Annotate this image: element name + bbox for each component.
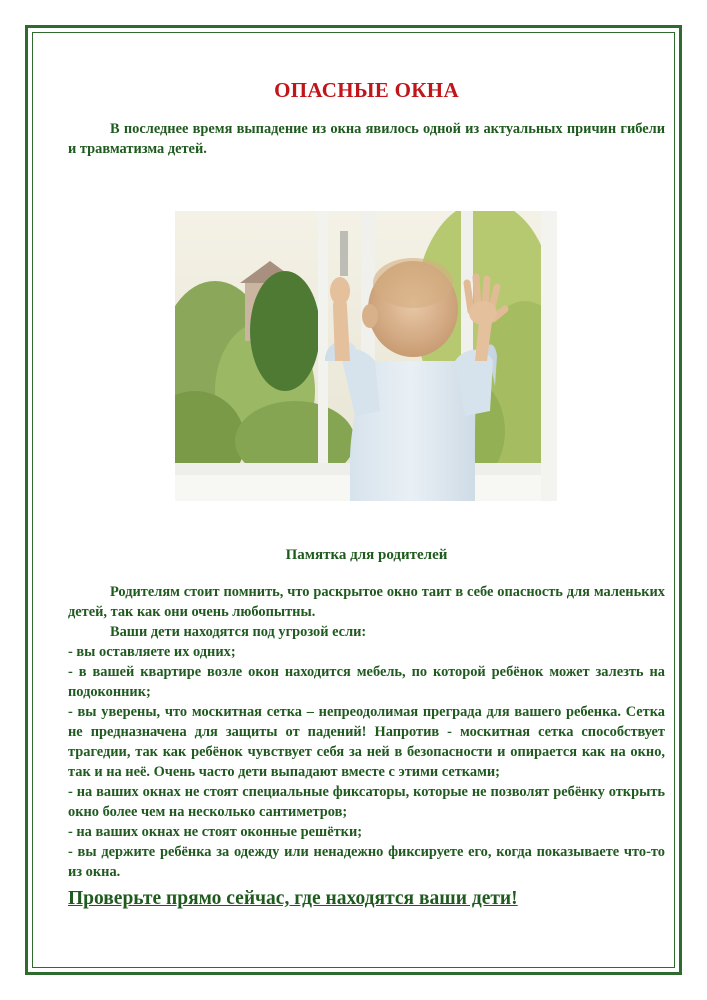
list-item: - вы уверены, что москитная сетка – непреодолимая преграда для вашего ребенка. Сетка не предназначена для защиты от падений! Напротив - москитная сетка способствует трагедии, так как ребёнок чувствует себя за ней в безопасности и опирается как на окно, так и на неё. Очень часто дети выпадают вместе с этими сетками; <box>68 704 665 780</box>
intro-paragraph: В последнее время выпадение из окна явилось одной из актуальных причин гибели и травматизма детей. <box>68 121 665 157</box>
list-item: - на ваших окнах не стоят специальные фиксаторы, которые не позволят ребёнку открыть окно более чем на несколько сантиметров; <box>68 784 665 820</box>
list-item: - в вашей квартире возле окон находится мебель, по которой ребёнок может залезть на подоконник; <box>68 664 665 700</box>
section-subtitle: Памятка для родителей <box>285 547 448 563</box>
call-to-action: Проверьте прямо сейчас, где находятся ваши дети! <box>68 888 518 909</box>
list-item: - вы держите ребёнка за одежду или ненадежно фиксируете его, когда показываете что-то из окна. <box>68 844 665 880</box>
memo-paragraph: Ваши дети находятся под угрозой если: <box>110 624 367 640</box>
page-title: ОПАСНЫЕ ОКНА <box>274 78 459 102</box>
memo-body <box>68 582 665 882</box>
leaflet-content <box>68 70 665 910</box>
child-at-window-photo <box>175 211 557 501</box>
memo-paragraph: Родителям стоит помнить, что раскрытое окно таит в себе опасность для маленьких детей, так как они очень любопытны. <box>68 584 665 620</box>
list-item: - на ваших окнах не стоят оконные решётки; <box>68 824 363 840</box>
list-item: - вы оставляете их одних; <box>68 644 236 660</box>
